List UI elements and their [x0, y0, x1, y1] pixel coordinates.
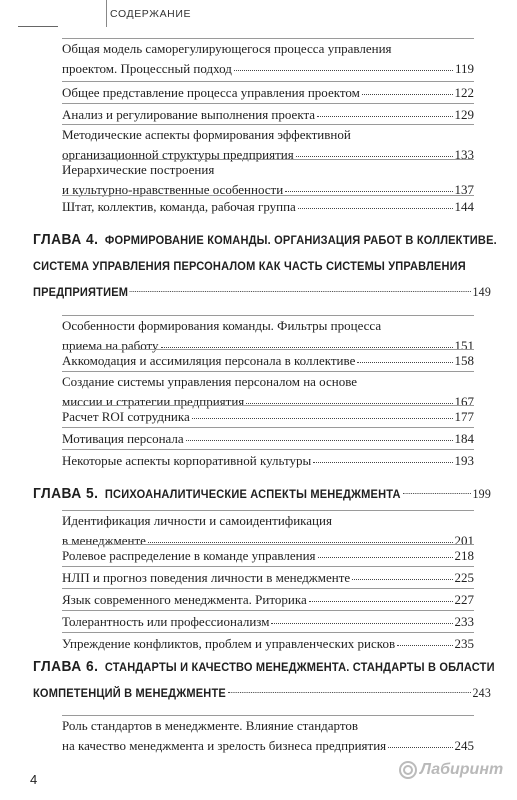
toc-entry-title: организационной структуры предприятия	[62, 146, 294, 162]
toc-entry-title: Упреждение конфликтов, проблем и управленческих рисков	[62, 635, 396, 651]
toc-page-number: 225	[454, 569, 474, 585]
dot-leader	[148, 542, 453, 543]
toc-entry-title: Мотивация персонала	[62, 430, 184, 446]
dot-leader	[313, 462, 452, 463]
page-number: 4	[30, 772, 38, 787]
toc-page-number: 122	[454, 84, 474, 100]
dot-leader	[192, 418, 453, 419]
chapter-title: СТАНДАРТЫ И КАЧЕСТВО МЕНЕДЖМЕНТА. СТАНДАРТЫ В ОБЛАСТИ	[104, 660, 495, 674]
toc-entry-title: Некоторые аспекты корпоративной культуры	[62, 452, 312, 468]
dot-leader	[271, 623, 452, 624]
labirint-emblem-icon	[398, 760, 418, 780]
toc-chapter	[33, 481, 491, 507]
chapter-label: ГЛАВА 4.	[33, 231, 99, 248]
toc-entry	[62, 103, 474, 124]
dot-leader	[285, 191, 452, 192]
toc-page-number: 137	[454, 181, 474, 197]
toc-entry	[62, 610, 474, 631]
toc-entry-title: Иерархические построения	[62, 162, 215, 177]
toc-entry-title: Анализ и регулирование выполнения проекта	[62, 106, 316, 122]
toc-entry	[62, 427, 474, 448]
toc-entry	[62, 544, 474, 565]
dot-leader	[362, 94, 453, 95]
toc-entry-title: проектом. Процессный подход	[62, 60, 232, 76]
toc-entry-title: Толерантность или профессионализм	[62, 613, 270, 629]
dot-leader	[161, 347, 453, 348]
toc-entry-title: Штат, коллектив, команда, рабочая группа	[62, 198, 296, 214]
chapter-label: ГЛАВА 6.	[33, 658, 99, 675]
toc-page-number: 184	[454, 430, 474, 446]
toc-page-number: 201	[454, 532, 474, 548]
toc-page-number: 177	[454, 408, 474, 424]
toc-entry	[62, 38, 474, 77]
toc-page-number: 151	[454, 337, 474, 353]
toc-entry-title: Идентификация личности и самоидентификация	[62, 513, 332, 528]
toc-entry-title: НЛП и прогноз поведения личности в менеджменте	[62, 569, 351, 585]
toc-entry-title: в менеджменте	[62, 532, 146, 548]
toc-entry-title: Язык современного менеджмента. Риторика	[62, 591, 307, 607]
toc-page-number: 227	[454, 591, 474, 607]
toc-entry	[62, 81, 474, 102]
toc-entry-title: на качество менеджмента и зрелость бизнеса предприятия	[62, 737, 387, 753]
chapter-title: ПСИХОАНАЛИТИЧЕСКИЕ АСПЕКТЫ МЕНЕДЖМЕНТА	[104, 487, 401, 501]
dot-leader	[352, 579, 452, 580]
dot-leader	[298, 208, 453, 209]
toc-page-number: 158	[454, 352, 474, 368]
toc-entry-title: Особенности формирования команды. Фильтры процесса	[62, 318, 382, 333]
toc-page-number: 245	[454, 737, 474, 753]
dot-leader	[357, 362, 452, 363]
dot-leader	[228, 692, 471, 693]
dot-leader	[388, 747, 452, 748]
toc-page-number: 199	[472, 486, 491, 501]
dot-leader	[402, 493, 470, 494]
toc-page-number: 233	[454, 613, 474, 629]
toc-page-number: 235	[454, 635, 474, 651]
toc-entry-title: Общее представление процесса управления проектом	[62, 84, 360, 100]
chapter-title: ПРЕДПРИЯТИЕМ	[33, 285, 129, 299]
logo-text: Лабиринт	[420, 761, 504, 778]
chapter-label: ГЛАВА 5.	[33, 485, 99, 502]
toc-entry	[62, 715, 474, 754]
toc-page-number: 149	[472, 284, 491, 299]
dot-leader	[296, 156, 453, 157]
dot-leader	[186, 440, 453, 441]
toc-entry	[62, 588, 474, 609]
toc-page-number: 193	[454, 452, 474, 468]
toc-entry	[62, 124, 474, 163]
dot-leader	[234, 70, 453, 71]
toc-entry-title: миссии и стратегии предприятия	[62, 393, 245, 409]
toc-page-number: 133	[454, 146, 474, 162]
toc-chapter	[33, 227, 497, 305]
toc-entry-title: Роль стандартов в менеджменте. Влияние стандартов	[62, 718, 359, 733]
toc-page-number: 129	[454, 106, 474, 122]
toc-page-number: 243	[472, 685, 491, 700]
toc-entry	[62, 159, 474, 198]
dot-leader	[397, 645, 452, 646]
toc-entry-title: Методические аспекты формирования эффективной	[62, 127, 351, 142]
toc-page-number: 119	[454, 60, 474, 76]
toc-entry-title: приема на работу	[62, 337, 159, 353]
toc-entry-title: и культурно-нравственные особенности	[62, 181, 284, 197]
dot-leader	[309, 601, 453, 602]
toc-entry	[62, 405, 474, 426]
toc-entry-title: Общая модель саморегулирующегося процесса управления	[62, 41, 392, 56]
chapter-title: СИСТЕМА УПРАВЛЕНИЯ ПЕРСОНАЛОМ КАК ЧАСТЬ СИСТЕМЫ УПРАВЛЕНИЯ	[33, 259, 466, 273]
toc-entry-title: Аккомодация и ассимиляция персонала в коллективе	[62, 352, 356, 368]
toc-page-number: 167	[454, 393, 474, 409]
dot-leader	[318, 557, 453, 558]
toc-entry	[62, 195, 474, 216]
chapter-title: КОМПЕТЕНЦИЙ В МЕНЕДЖМЕНТЕ	[33, 686, 226, 700]
toc-page-number: 144	[454, 198, 474, 214]
toc-entry	[62, 349, 474, 370]
chapter-title: ФОРМИРОВАНИЕ КОМАНДЫ. ОРГАНИЗАЦИЯ РАБОТ В КОЛЛЕКТИВЕ.	[104, 233, 497, 247]
toc-entry	[62, 632, 474, 653]
toc-page-number: 218	[454, 547, 474, 563]
dot-leader	[130, 291, 471, 292]
dot-leader	[246, 403, 452, 404]
toc-entry-title: Ролевое распределение в команде управления	[62, 547, 316, 563]
toc-entry	[62, 566, 474, 587]
toc-entry-title: Создание системы управления персоналом на основе	[62, 374, 358, 389]
labirint-logo	[398, 760, 503, 780]
toc-entry-title: Расчет ROI сотрудника	[62, 408, 190, 424]
running-head: СОДЕРЖАНИЕ	[110, 8, 192, 20]
toc-chapter	[33, 654, 495, 706]
dot-leader	[317, 116, 452, 117]
toc-entry	[62, 449, 474, 470]
